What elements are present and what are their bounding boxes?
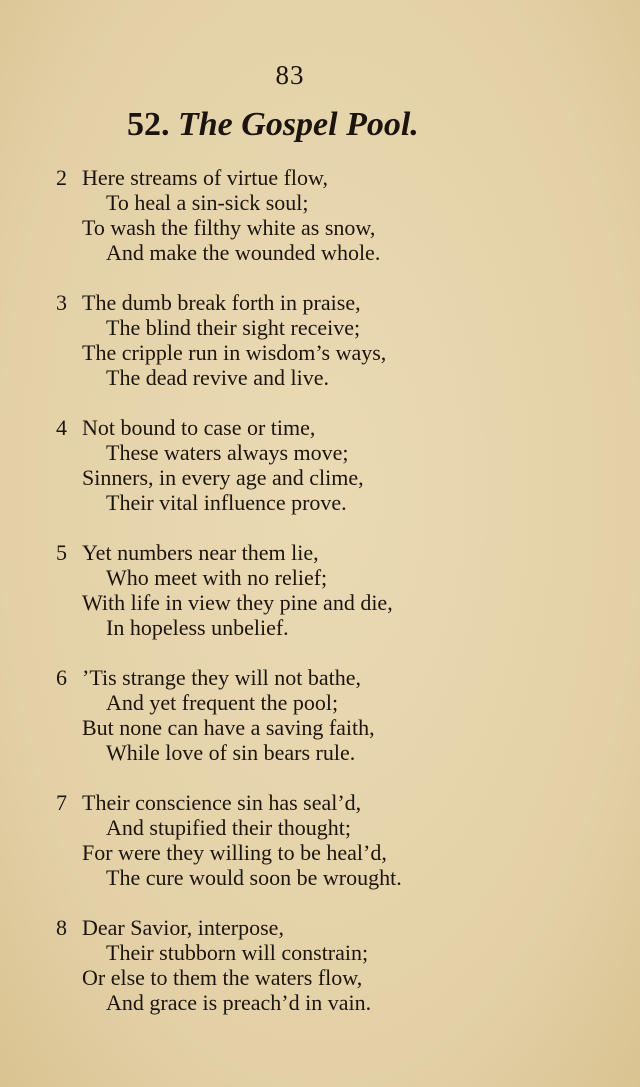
verse-line: Or else to them the waters flow,	[82, 965, 363, 990]
verse	[56, 165, 616, 290]
verse-number: 3	[56, 290, 67, 315]
verse-line: Their vital influence prove.	[106, 490, 347, 515]
page-number: 83	[275, 60, 305, 90]
verse-number: 4	[56, 415, 67, 440]
hymn-number: 52.	[127, 106, 170, 143]
verse	[56, 665, 616, 790]
verse-line: In hopeless unbelief.	[106, 615, 289, 640]
verse-line: To heal a sin-sick soul;	[106, 190, 309, 215]
verse-line: Sinners, in every age and clime,	[82, 465, 364, 490]
verse-line: The dumb break forth in praise,	[82, 290, 361, 315]
verse	[56, 915, 616, 1040]
verse-line: Their conscience sin has seal’d,	[82, 790, 362, 815]
verse-number: 8	[56, 915, 67, 940]
verse-line: For were they willing to be heal’d,	[82, 840, 387, 865]
verse-line: The cure would soon be wrought.	[106, 865, 402, 890]
verse	[56, 290, 616, 415]
verse-line: Yet numbers near them lie,	[82, 540, 319, 565]
verse-line: The dead revive and live.	[106, 365, 329, 390]
verse-number: 5	[56, 540, 67, 565]
verse-line: And grace is preach’d in vain.	[106, 990, 372, 1015]
verse-line: Here streams of virtue flow,	[82, 165, 328, 190]
verse-line: To wash the filthy white as snow,	[82, 215, 376, 240]
verse	[56, 415, 616, 540]
verse-line: Their stubborn will constrain;	[106, 940, 369, 965]
verse	[56, 540, 616, 665]
verses	[56, 165, 616, 1040]
verse-line: And make the wounded whole.	[106, 240, 381, 265]
hymn-name: The Gospel Pool.	[178, 106, 419, 143]
verse-line: While love of sin bears rule.	[106, 740, 356, 765]
verse-line: Dear Savior, interpose,	[82, 915, 284, 940]
verse-number: 7	[56, 790, 67, 815]
verse-line: The blind their sight receive;	[106, 315, 361, 340]
verse-line: But none can have a saving faith,	[82, 715, 375, 740]
verse-line: And stupified their thought;	[106, 815, 352, 840]
verse-line: The cripple run in wisdom’s ways,	[82, 340, 387, 365]
verse-line: ’Tis strange they will not bathe,	[82, 665, 362, 690]
verse-line: These waters always move;	[106, 440, 349, 465]
verse-line: With life in view they pine and die,	[82, 590, 393, 615]
verse-line: And yet frequent the pool;	[106, 690, 339, 715]
verse	[56, 790, 616, 915]
verse-number: 2	[56, 165, 67, 190]
verse-number: 6	[56, 665, 67, 690]
hymn-title	[127, 106, 419, 144]
verse-line: Not bound to case or time,	[82, 415, 316, 440]
verse-line: Who meet with no relief;	[106, 565, 328, 590]
